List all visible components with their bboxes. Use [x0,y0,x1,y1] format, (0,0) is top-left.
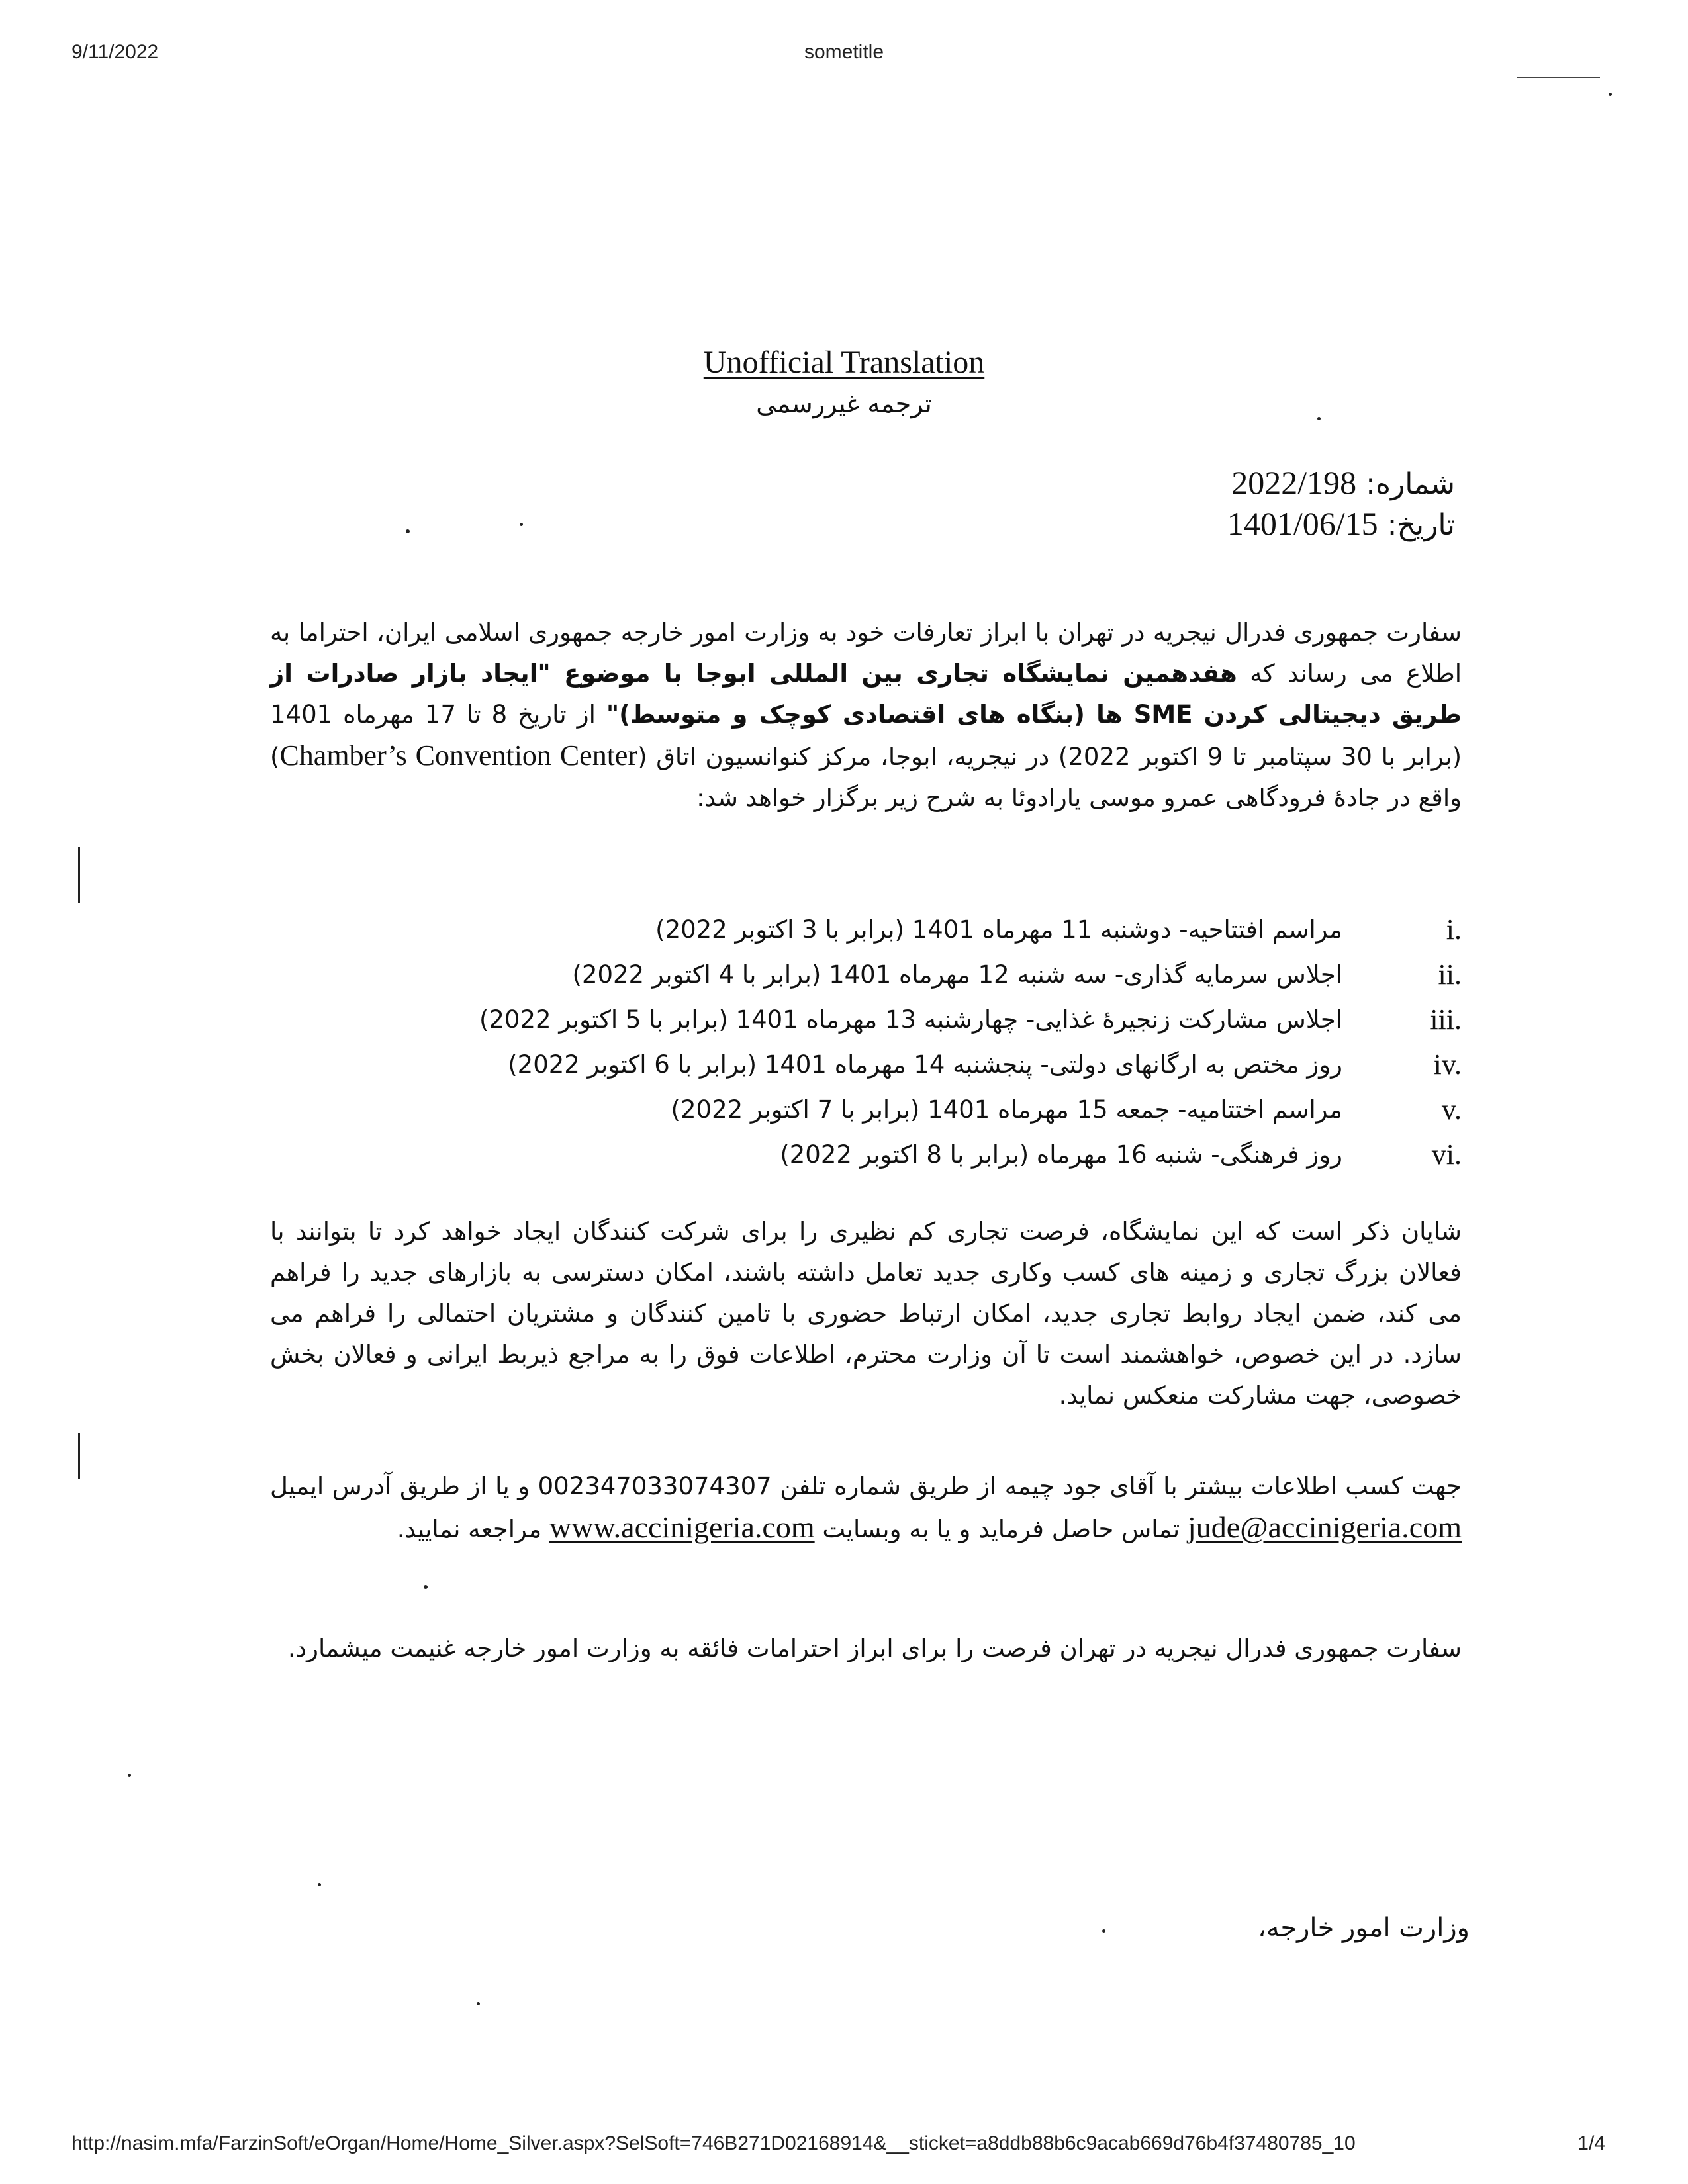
opportunity-paragraph: شایان ذکر است که این نمایشگاه، فرصت تجاری کم نظیری را برای شرکت کنندگان ایجاد خواهد کرد تا بتوانند با فعالان بزرگ تجاری و زمینه های کسب وکاری جدید تعامل داشته باشند، امکان دسترسی به بازارهای جدید را فراهم می کند، ضمن ایجاد روابط تجاری جدید، امکان ارتباط حضوری با تامین کنندگان و مشتریان احتمالی را فراهم می سازد. در این خصوص، خواهشمند است تا آن وزارت محترم، اطلاعات فوق را به مراجع ذیربط ایرانی و فعالان بخش خصوصی، جهت مشارکت منعکس نماید. [270,1217,1462,1410]
event-text: مراسم اختتامیه- جمعه 15 مهرماه 1401 (برابر با 7 اکتوبر 2022) [671,1095,1342,1124]
list-item [270,907,1462,952]
contact-text-3: مراجعه نمایید. [397,1515,542,1543]
scan-margin-mark [78,847,80,903]
event-number: iv. [1433,1048,1462,1081]
reference-date-value: 1401/06/15 [1227,505,1378,542]
scan-speck [128,1774,131,1777]
event-text: اجلاس مشارکت زنجیرۀ غذایی- چهارشنبه 13 مهرماه 1401 (برابر با 5 اکتوبر 2022) [479,1005,1342,1034]
intro-exhibition-title: هفدهمین نمایشگاه تجاری بین المللی ابوجا با موضوع "ایجاد بازار صادرات از طریق دیجیتالی کردن SME ها (بنگاه های اقتصادی کوچک و متوسط)" [270,659,1462,729]
reference-date-label: تاریخ: [1387,508,1455,542]
intro-text-5: ) واقع در جادۀ فرودگاهی عمرو موسی یارادوئا به شرح زیر برگزار خواهد شد: [270,743,1462,812]
event-number: iii. [1430,1003,1462,1036]
contact-email-link[interactable]: jude@accinigeria.com [1188,1510,1462,1544]
event-text: اجلاس سرمایه گذاری- سه شنبه 12 مهرماه 1401 (برابر با 4 اکتوبر 2022) [572,960,1342,989]
event-text: روز مختص به ارگانهای دولتی- پنجشنبه 14 مهرماه 1401 (برابر با 6 اکتوبر 2022) [508,1050,1342,1079]
reference-date [1227,504,1455,543]
event-number: ii. [1438,958,1462,991]
intro-paragraph [270,612,1462,819]
event-text: مراسم افتتاحیه- دوشنبه 11 مهرماه 1401 (برابر با 3 اکتوبر 2022) [655,915,1342,944]
list-item [270,997,1462,1042]
scan-speck [1102,1929,1105,1933]
header-rule [1517,77,1600,78]
event-number: vi. [1431,1138,1462,1171]
list-item [270,952,1462,997]
scan-speck [1609,93,1612,96]
title-persian: ترجمه غیررسمی [756,389,932,418]
print-page-number: 1/4 [1577,2132,1605,2154]
reference-number-label: شماره: [1366,467,1455,501]
print-date: 9/11/2022 [71,41,159,63]
event-number: i. [1446,913,1462,946]
courtesy-paragraph: سفارت جمهوری فدرال نیجریه در تهران فرصت را برای ابراز احترامات فائقه به وزارت امور خارجه غنیمت میشمارد. [287,1634,1462,1662]
scan-speck [318,1883,321,1886]
print-title: sometitle [804,41,884,63]
events-list [270,907,1462,1177]
scan-speck [424,1585,428,1589]
print-url: http://nasim.mfa/FarzinSoft/eOrgan/Home/Home_Silver.aspx?SelSoft=746B271D02168914&__sticket=a8ddb88b6c9acab669d76b4f37480785_10 [71,2132,1356,2154]
scan-margin-mark [78,1433,80,1479]
intro-text-1: سفارت جمهوری فدرال نیجریه در تهران با ابراز تعارفات خود به وزارت امور خارجه جمهوری اسلامی ایران، احتراما به اطلاع می رساند که [270,618,1462,688]
scan-speck [477,2002,480,2005]
closing-recipient: وزارت امور خارجه، [1258,1913,1470,1943]
scan-speck [406,529,410,533]
reference-number-value: 2022/198 [1231,464,1357,501]
list-item [270,1042,1462,1087]
list-item [270,1087,1462,1132]
contact-paragraph [270,1466,1462,1550]
intro-venue-english: Chamber’s Convention Center [279,739,638,772]
event-text: روز فرهنگی- شنبه 16 مهرماه (برابر با 8 اکتوبر 2022) [780,1140,1342,1169]
event-number: v. [1441,1093,1462,1126]
contact-text-2: تماس حاصل فرماید و یا به وبسایت [822,1515,1180,1543]
scan-speck [520,523,523,526]
contact-text-1: جهت کسب اطلاعات بیشتر با آقای جود چیمه از طریق شماره تلفن 002347033074307 و یا از طریق آدرس ایمیل [270,1472,1462,1500]
contact-website-link[interactable]: www.accinigeria.com [549,1510,815,1544]
scan-speck [1317,417,1321,420]
intro-text-3: از تاریخ 8 تا 17 مهرماه 1401 (برابر با 30 سپتامبر تا 9 اکتوبر 2022) در نیجریه، ابوجا، مرکز کنوانسیون اتاق ( [270,700,1462,771]
list-item [270,1132,1462,1177]
reference-number [1231,463,1455,502]
title-english: Unofficial Translation [703,345,985,380]
